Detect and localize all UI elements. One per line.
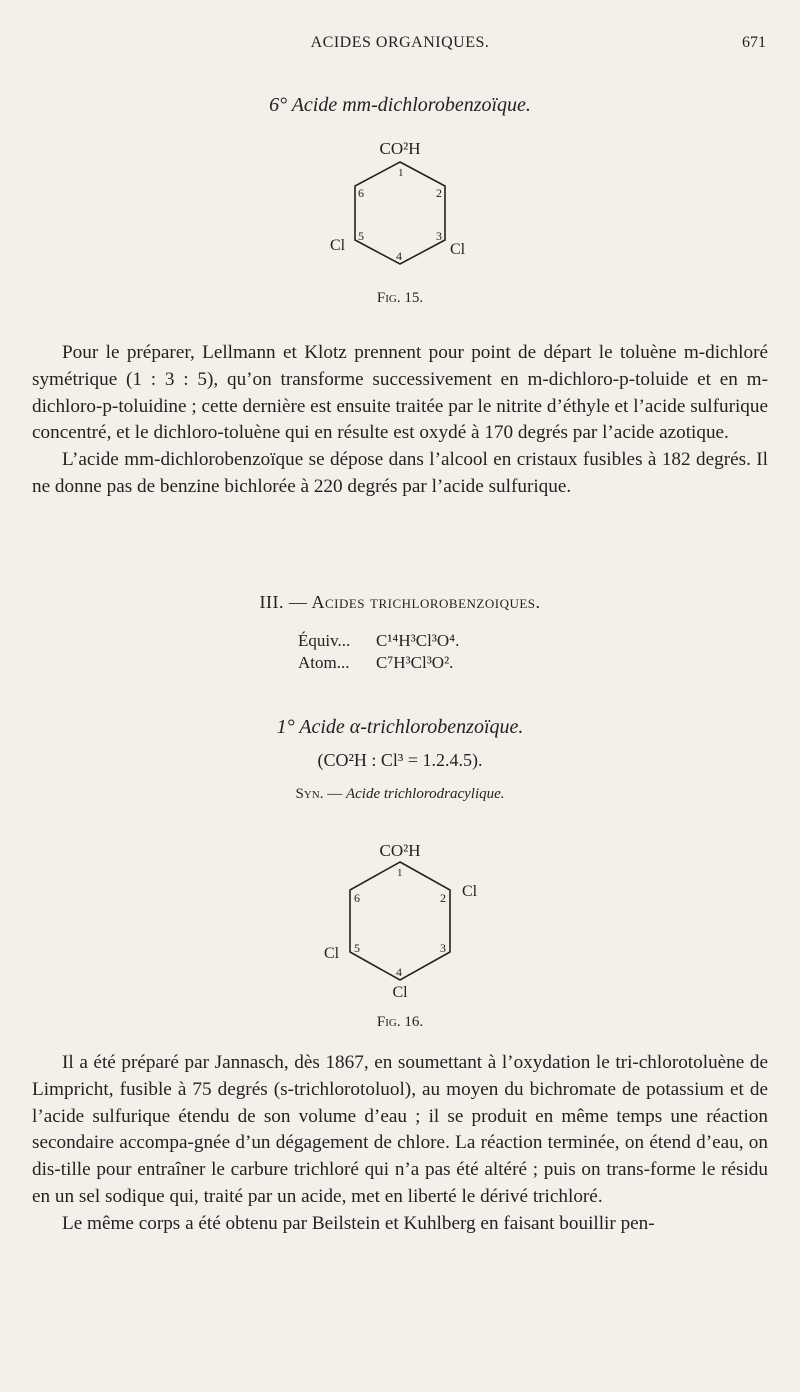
substituent-right: Cl <box>462 883 478 900</box>
position-1: 1 <box>397 867 403 879</box>
position-6: 6 <box>354 891 360 905</box>
position-5: 5 <box>354 941 360 955</box>
syn-label: Syn. — <box>295 786 343 802</box>
page-number: 671 <box>742 34 766 51</box>
position-4: 4 <box>396 249 402 263</box>
position-3: 3 <box>436 229 442 243</box>
substituent-top: CO²H <box>379 841 421 860</box>
position-2: 2 <box>436 186 442 200</box>
figure-16-caption: Fig. 16. <box>376 1014 424 1030</box>
position-4: 4 <box>396 965 402 979</box>
position-3: 3 <box>440 941 446 955</box>
running-title: ACIDES ORGANIQUES. <box>310 34 490 51</box>
figure-16-benzene-ring <box>300 830 500 1035</box>
substituent-top: CO²H <box>379 139 421 158</box>
synonym-line <box>0 786 800 803</box>
position-1: 1 <box>398 167 404 179</box>
substituent-left: Cl <box>330 237 346 254</box>
position-2: 2 <box>440 891 446 905</box>
substituent-bottom: Cl <box>392 984 408 1001</box>
section-heading-trichloro: III. — Acides trichlorobenzoiques. <box>259 592 541 612</box>
section6-body <box>32 340 768 501</box>
positions-formula: (CO²H : Cl³ = 1.2.4.5). <box>317 750 483 770</box>
substituent-left: Cl <box>324 945 340 962</box>
syn-value: Acide trichlorodracylique. <box>345 786 505 802</box>
section3-body <box>32 1050 768 1238</box>
formula-block <box>298 630 459 674</box>
paragraph: Pour le préparer, Lellmann et Klotz prennent pour point de départ le toluène m-dichloré symétrique (1 : 3 : 5), qu’on transforme successivement en m-dichloro-p-toluide et en m-dichloro-p-toluidine ; cette dernière est ensuite traitée par le nitrite d’éthyle et l’acide sulfurique concentré, et le dichloro-toluène qui en résulte est oxydé à 170 degrés par l’acide azotique. <box>32 342 768 444</box>
section-heading-dichloro: 6° Acide mm-dichlorobenzoïque. <box>269 94 531 116</box>
figure-15-benzene-ring <box>300 130 500 310</box>
equiv-formula: C¹⁴H³Cl³O⁴. <box>376 631 460 650</box>
substituent-right: Cl <box>450 241 466 258</box>
running-header <box>0 34 800 58</box>
atom-formula: C⁷H³Cl³O². <box>376 653 454 672</box>
benzene-ring-hexagon <box>350 862 450 980</box>
position-6: 6 <box>358 186 364 200</box>
paragraph: Il a été préparé par Jannasch, dès 1867, en soumettant à l’oxydation le tri-chlorotoluène de Limpricht, fusible à 75 degrés (s-trichlorotoluol), au moyen du bichromate de potassium et de l’acide sulfurique étendu de son volume d’eau ; il se produit en même temps une réaction secondaire accompa-gnée d’un dégagement de chlore. La réaction terminée, on étend d’eau, on dis-tille pour entraîner le carbure trichloré qui n’a pas été altéré ; puis on trans-forme le résidu en un sel sodique qui, traité par un acide, met en liberté le dérivé trichloré. <box>32 1052 768 1207</box>
paragraph: L’acide mm-dichlorobenzoïque se dépose dans l’alcool en cristaux fusibles à 182 degrés. Il ne donne pas de benzine bichlorée à 220 degrés par l’acide sulfurique. <box>32 449 768 497</box>
figure-15-caption: Fig. 15. <box>376 290 424 306</box>
position-5: 5 <box>358 229 364 243</box>
equiv-label: Équiv... <box>298 631 351 650</box>
subsection-heading: 1° Acide α-trichlorobenzoïque. <box>276 716 524 738</box>
paragraph: Le même corps a été obtenu par Beilstein et Kuhlberg en faisant bouillir pen- <box>62 1212 655 1234</box>
atom-label: Atom... <box>298 653 350 672</box>
